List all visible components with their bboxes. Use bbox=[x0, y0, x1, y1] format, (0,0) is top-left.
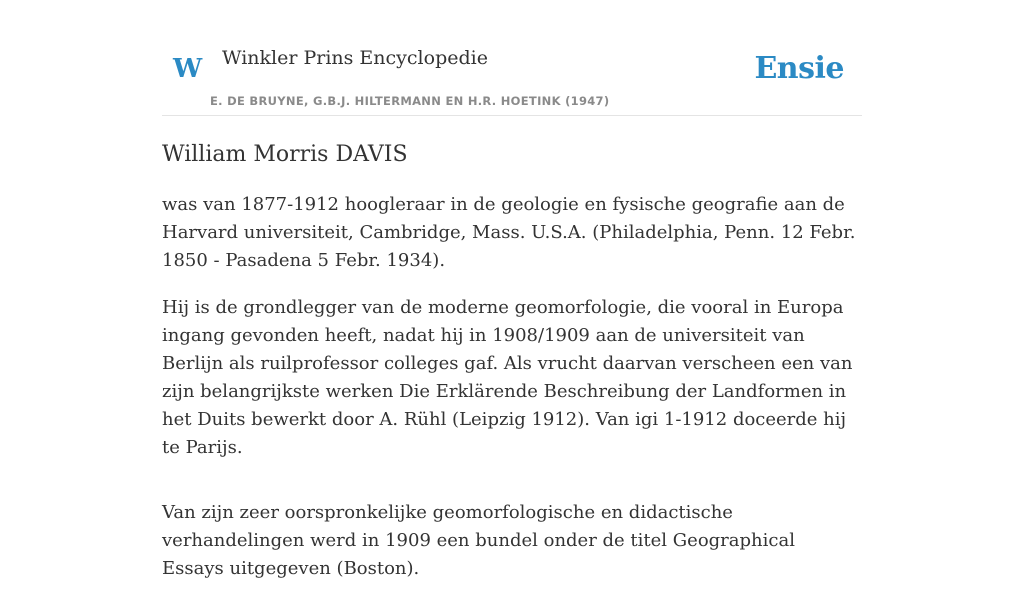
brand-logo[interactable]: Ensie bbox=[754, 51, 844, 86]
site-header bbox=[162, 0, 862, 116]
article-paragraph: was van 1877-1912 hoogleraar in de geologie en fysische geografie aan de Harvard universiteit, Cambridge, Mass. U.S.A. (Philadelphia, Penn. 12 Febr. 1850 - Pasadena 5 Febr. 1934). bbox=[162, 194, 856, 271]
article-paragraph: Van zijn zeer oorspronkelijke geomorfologische en didactische verhandelingen werd in 1909 een bundel onder de titel Geographical Essays uitgegeven (Boston). bbox=[162, 502, 795, 579]
article-title: William Morris DAVIS bbox=[162, 142, 408, 167]
article-paragraph: Hij is de grondlegger van de moderne geomorfologie, die vooral in Europa ingang gevonden heeft, nadat hij in 1908/1909 aan de universiteit van Berlijn als ruilprofessor colleges gaf. Als vrucht daarvan verscheen een van zijn belangrijkste werken Die Erklärende Beschreibung der Landformen in het Duits bewerkt door A. Rühl (Leipzig 1912). Van igi 1-1912 doceerde hij te Parijs. bbox=[162, 297, 853, 458]
source-authors: E. DE BRUYNE, G.B.J. HILTERMANN EN H.R. HOETINK (1947) bbox=[210, 94, 610, 108]
site-title[interactable]: Winkler Prins Encyclopedie bbox=[222, 47, 488, 69]
site-logo-icon[interactable]: W bbox=[173, 54, 203, 84]
article bbox=[162, 140, 862, 602]
